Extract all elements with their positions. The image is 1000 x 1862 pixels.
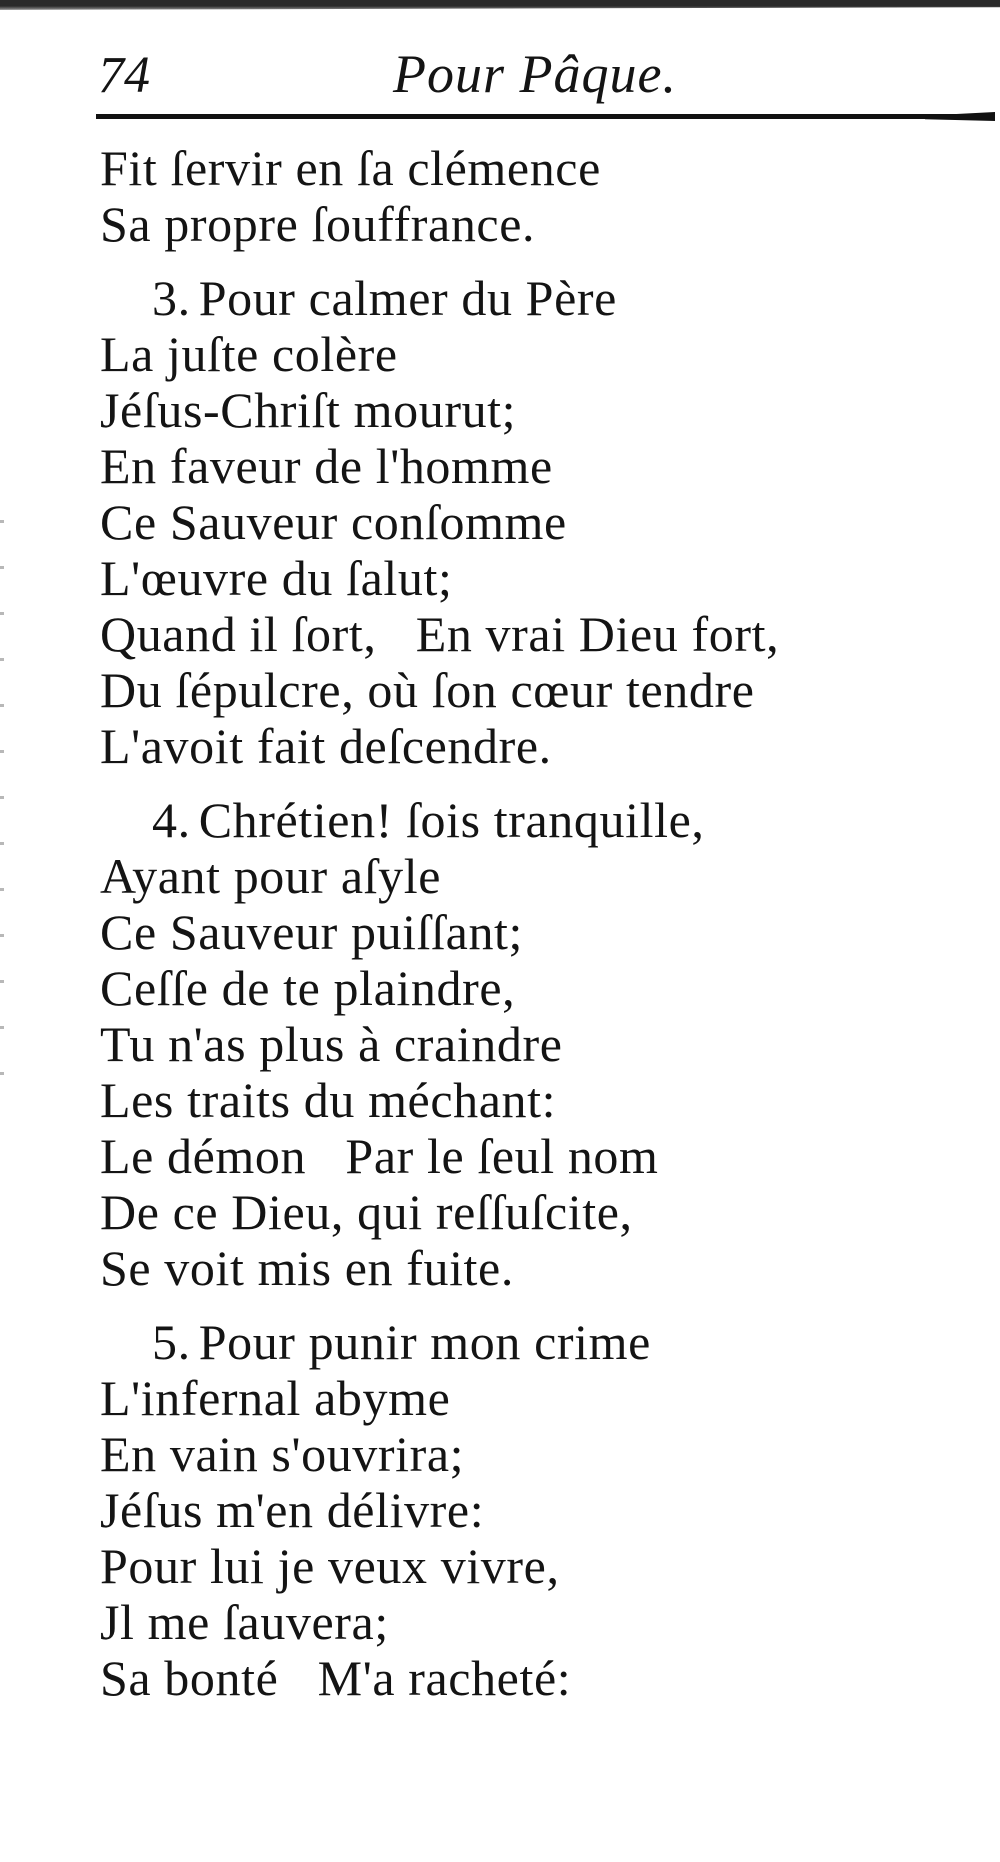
stanza-4 [100,792,990,1296]
stanza-first-line [100,1314,990,1370]
verse-line: Jéſus m'en délivre: [100,1482,485,1538]
running-head [95,28,990,108]
verse-line: Pour punir mon crime [198,1314,651,1370]
verse-line: Jl me ſauvera; [100,1594,389,1650]
stanza-number: 3. [152,270,191,326]
stanza-first-line [100,270,990,326]
verse-line: En faveur de l'homme [100,438,553,494]
stanza-5 [100,1314,990,1706]
verse-line: L'avoit fait deſcendre. [100,718,552,774]
stanza-3 [100,270,990,774]
continued-stanza [100,140,990,252]
verse-line: Ceſſe de te plaindre, [100,960,516,1016]
stanza-number: 4. [152,792,191,848]
verse-line: Ayant pour aſyle [100,848,442,904]
verse-line: Se voit mis en fuite. [100,1240,514,1296]
verse-line: Pour calmer du Père [198,270,617,326]
running-title: Pour Pâque. [393,44,677,104]
verse-line: Sa bonté M'a racheté: [100,1650,572,1706]
verse-line: En vain s'ouvrira; [100,1426,465,1482]
verse-line: L'œuvre du ſalut; [100,550,453,606]
verse-line: De ce Dieu, qui reſſuſcite, [100,1184,633,1240]
verse-line: Ce Sauveur conſomme [100,494,567,550]
page-number: 74 [98,47,150,104]
verse-line: Pour lui je veux vivre, [100,1538,560,1594]
verse-line: Chrétien! ſois tranquille, [198,792,705,848]
verse-line: Quand il ſort, En vrai Dieu fort, [100,606,780,662]
hymn-text [100,140,990,1706]
verse-line: La juſte colère [100,326,398,382]
stanza-first-line [100,792,990,848]
verse-line: Ce Sauveur puiſſant; [100,904,524,960]
verse-line: Tu n'as plus à craindre [100,1016,563,1072]
verse-line: Les traits du méchant: [100,1072,557,1128]
header-rule [96,114,991,119]
verse-line: Fit ſervir en ſa clémence [100,140,601,196]
verse-line: Le démon Par le ſeul nom [100,1128,659,1184]
verse-line: Sa propre ſouffrance. [100,196,536,252]
verse-line: Jéſus-Chriſt mourut; [100,382,517,438]
stanza-number: 5. [152,1314,191,1370]
verse-line: Du ſépulcre, où ſon cœur tendre [100,662,755,718]
verse-line: L'infernal abyme [100,1370,451,1426]
